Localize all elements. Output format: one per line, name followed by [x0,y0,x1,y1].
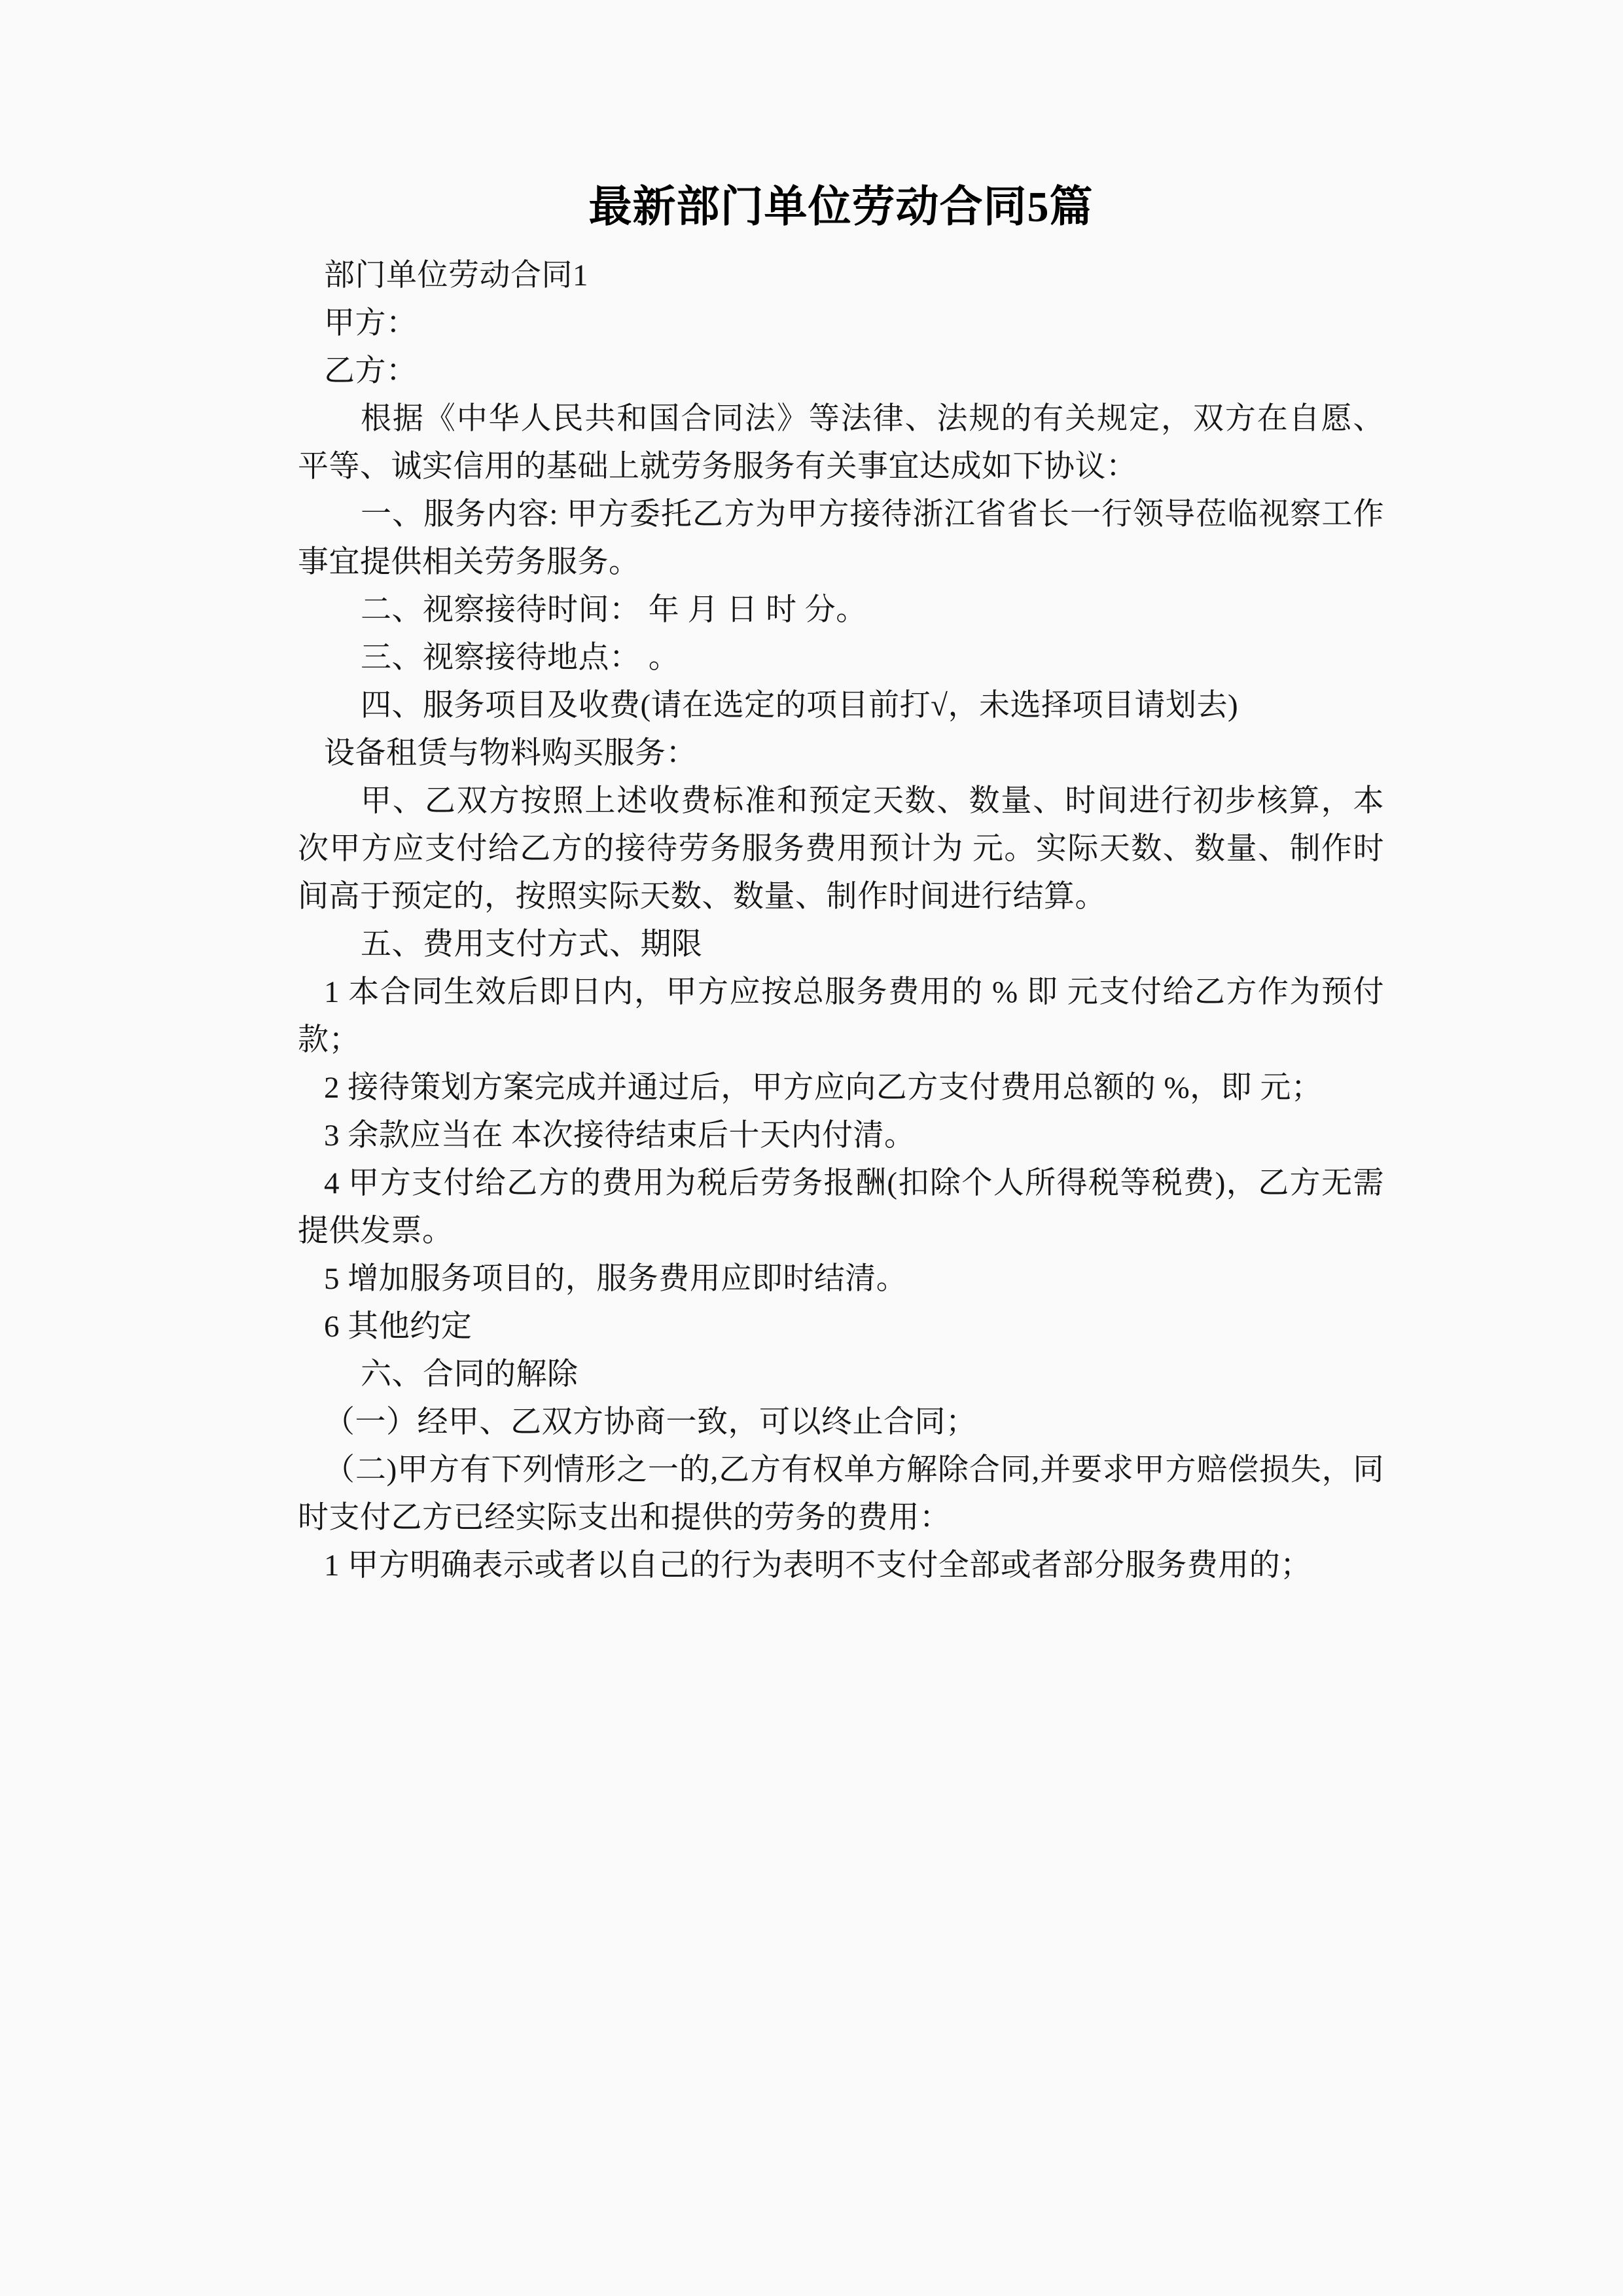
paragraph-clause-4: 四、服务项目及收费(请在选定的项目前打√，未选择项目请划去) [361,689,1239,723]
paragraph-termination-2-item-1: 1 甲方明确表示或者以自己的行为表明不支付全部或者部分服务费用的； [324,1549,1311,1583]
paragraph-payment-1: 1 本合同生效后即日内，甲方应按总服务费用的 % 即 元支付给乙方作为预付款； [298,975,1384,1058]
paragraph-clause-5: 五、费用支付方式、期限 [361,927,703,962]
paragraph-settlement: 甲、乙双方按照上述收费标准和预定天数、数量、时间进行初步核算，本次甲方应支付给乙方的接待劳务服务费用预计为 元。实际天数、数量、制作时间高于预定的，按照实际天数、数量、制作时间进行结算。 [298,784,1384,914]
paragraph-party-a: 甲方： [324,306,418,341]
document-content [298,180,1384,1590]
page-title: 最新部门单位劳动合同5篇 [588,183,1094,231]
paragraph-clause-6: 六、合同的解除 [361,1357,579,1392]
paragraph-termination-1: （一）经甲、乙双方协商一致，可以终止合同； [324,1405,977,1440]
paragraph-termination-2: （二)甲方有下列情形之一的,乙方有权单方解除合同,并要求甲方赔偿损失，同时支付乙方已经实际支出和提供的劳务的费用： [298,1453,1384,1535]
paragraph-clause-2: 二、视察接待时间： 年 月 日 时 分。 [361,593,867,628]
paragraph-clause-3: 三、视察接待地点： 。 [361,641,680,675]
paragraph-party-b: 乙方： [324,354,418,389]
paragraph-payment-4: 4 甲方支付给乙方的费用为税后劳务报酬(扣除个人所得税等税费)，乙方无需提供发票。 [298,1166,1384,1249]
paragraph-clause-1: 一、服务内容: 甲方委托乙方为甲方接待浙江省省长一行领导莅临视察工作事宜提供相关劳务服务。 [298,497,1384,580]
paragraph-subtitle: 部门单位劳动合同1 [324,259,588,293]
paragraph-clause-4-item: 设备租赁与物料购买服务： [324,736,697,771]
paragraph-payment-5: 5 增加服务项目的，服务费用应即时结清。 [324,1262,908,1297]
paragraph-preamble: 根据《中华人民共和国合同法》等法律、法规的有关规定，双方在自愿、平等、诚实信用的基础上就劳务服务有关事宜达成如下协议： [298,402,1384,484]
paragraph-payment-2: 2 接待策划方案完成并通过后，甲方应向乙方支付费用总额的 %，即 元； [324,1071,1323,1105]
paragraph-payment-6: 6 其他约定 [324,1310,473,1344]
paragraph-payment-3: 3 余款应当在 本次接待结束后十天内付清。 [324,1119,916,1153]
